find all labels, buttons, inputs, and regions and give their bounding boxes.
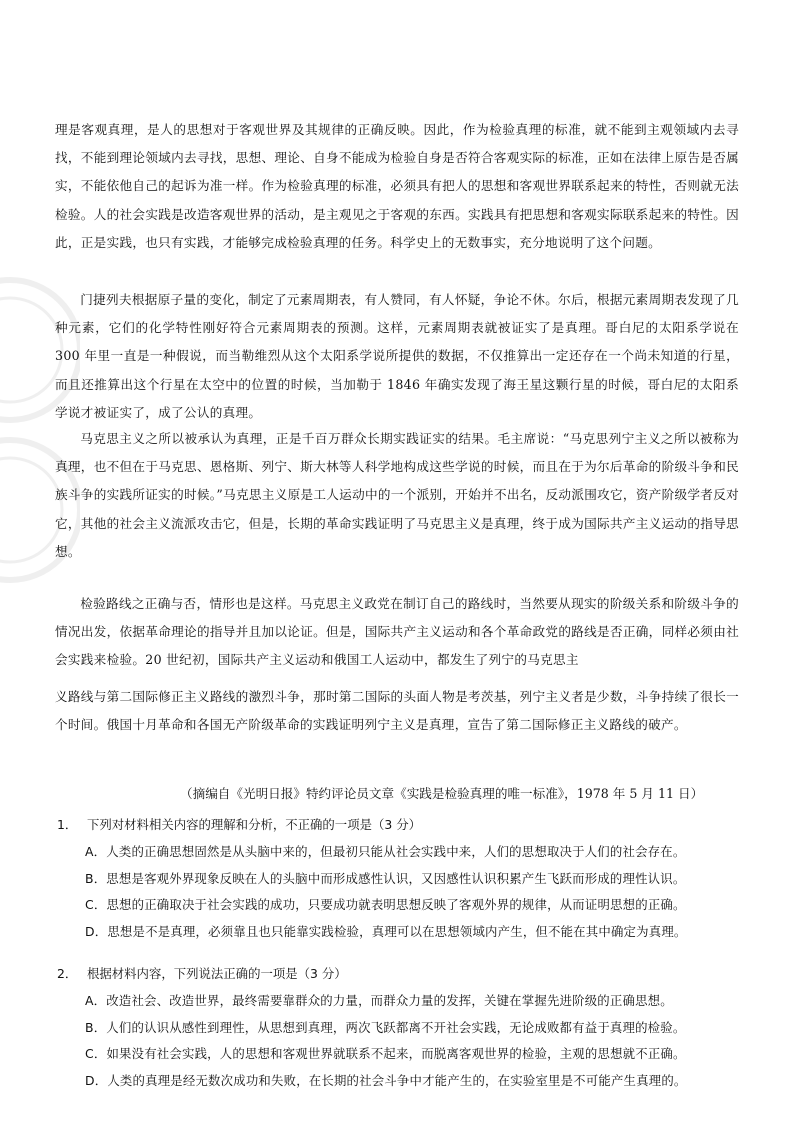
passage-paragraph-2: 门捷列夫根据原子量的变化，制定了元素周期表，有人赞同，有人怀疑，争论不休。尔后，根据元素周期表发现了几种元素，它们的化学特性刚好符合元素周期表的预测。这样，元素周期表就被证实了是真理。哥白尼的太阳系学说在 300 年里一直是一种假说，而当勒维烈从这个太阳系学说所提供的数据，不仅推算出一定还存在一个尚未知道的行星，而且还推算出这个行星在太空中的位置的时候，当加勒于 1846 年确实发现了海王星这颗行星的时候，哥白尼的太阳系学说才被证实了，成了公认的真理。 bbox=[55, 292, 739, 420]
passage-source: （摘编自《光明日报》特约评论员文章《实践是检验真理的唯一标准》，1978 年 5 月 11 日） bbox=[180, 786, 704, 801]
question-1-option-a: A．人类的正确思想固然是从头脑中来的，但最初只能从社会实践中来，人们的思想取决于人们的社会存在。 bbox=[85, 844, 686, 859]
question-1-stem bbox=[57, 815, 747, 835]
passage-paragraph-1: 理是客观真理，是人的思想对于客观世界及其规律的正确反映。因此，作为检验真理的标准，就不能到主观领域内去寻找，不能到理论领域内去寻找，思想、理论、自身不能成为检验自身是否符合客观实际的标准，正如在法律上原告是否属实，不能依他自己的起诉为准一样。作为检验真理的标准，必须具有把人的思想和客观世界联系起来的特性，否则就无法检验。人的社会实践是改造客观世界的活动，是主观见之于客观的东西。实践具有把思想和客观实际联系起来的特性。因此，正是实践，也只有实践，才能够完成检验真理的任务。科学史上的无数事实，充分地说明了这个问题。 bbox=[55, 122, 739, 250]
passage-paragraph-4-part-1: 检验路线之正确与否，情形也是这样。马克思主义政党在制订自己的路线时，当然要从现实的阶级关系和阶级斗争的情况出发，依据革命理论的指导并且加以论证。但是，国际共产主义运动和各个革命政党的路线是否正确，同样必须由社会实践来检验。20 世纪初，国际共产主义运动和俄国工人运动中，都发生了列宁的马克思主 bbox=[55, 596, 739, 668]
question-2-stem bbox=[57, 964, 747, 984]
question-1-option-c: C．思想的正确取决于社会实践的成功，只要成功就表明思想反映了客观外界的规律，从而证明思想的正确。 bbox=[85, 897, 686, 912]
question-1 bbox=[57, 815, 747, 945]
question-1-option-d: D．思想是不是真理，必须靠且也只能靠实践检验，真理可以在思想领域内产生，但不能在其中确定为真理。 bbox=[85, 923, 687, 939]
question-1-option-b: B．思想是客观外界现象反映在人的头脑中而形成感性认识，又因感性认识积累产生飞跃而形成的理性认识。 bbox=[85, 870, 686, 886]
question-2-option-d: D．人类的真理是经无数次成功和失败，在长期的社会斗争中才能产生的，在实验室里是不可能产生真理的。 bbox=[85, 1072, 687, 1088]
question-2-option-b: B．人们的认识从感性到理性，从思想到真理，两次飞跃都离不开社会实践，无论成败都有益于真理的检验。 bbox=[85, 1019, 686, 1035]
passage-paragraph-4-part-2: 义路线与第二国际修正主义路线的激烈斗争，那时第二国际的头面人物是考茨基，列宁主义者是少数，斗争持续了很长一个时间。俄国十月革命和各国无产阶级革命的实践证明列宁主义是真理，宣告了第二国际修正主义路线的破产。 bbox=[55, 689, 739, 733]
question-2 bbox=[57, 964, 747, 1094]
question-2-option-a: A．改造社会、改造世界，最终需要靠群众的力量，而群众力量的发挥，关键在掌握先进阶级的正确思想。 bbox=[85, 993, 673, 1008]
question-2-option-c: C．如果没有社会实践，人的思想和客观世界就联系不起来，而脱离客观世界的检验，主观的思想就不正确。 bbox=[85, 1046, 686, 1061]
question-2-number: 2． bbox=[57, 966, 78, 981]
question-1-number: 1． bbox=[57, 817, 78, 832]
question-1-text: 下列对材料相关内容的理解和分析，不正确的一项是（3 分） bbox=[87, 817, 421, 832]
passage-paragraph-3: 马克思主义之所以被承认为真理，正是千百万群众长期实践证实的结果。毛主席说：“马克思列宁主义之所以被称为真理，也不但在于马克思、恩格斯、列宁、斯大林等人科学地构成这些学说的时候，而且在于为尔后革命的阶级斗争和民族斗争的实践所证实的时候。”马克思主义原是工人运动中的一个派别，开始并不出名，反动派围攻它，资产阶级学者反对它，其他的社会主义流派攻击它，但是，长期的革命实践证明了马克思主义是真理，终于成为国际共产主义运动的指导思想。 bbox=[55, 431, 739, 559]
question-2-text: 根据材料内容，下列说法正确的一项是（3 分） bbox=[87, 966, 347, 981]
